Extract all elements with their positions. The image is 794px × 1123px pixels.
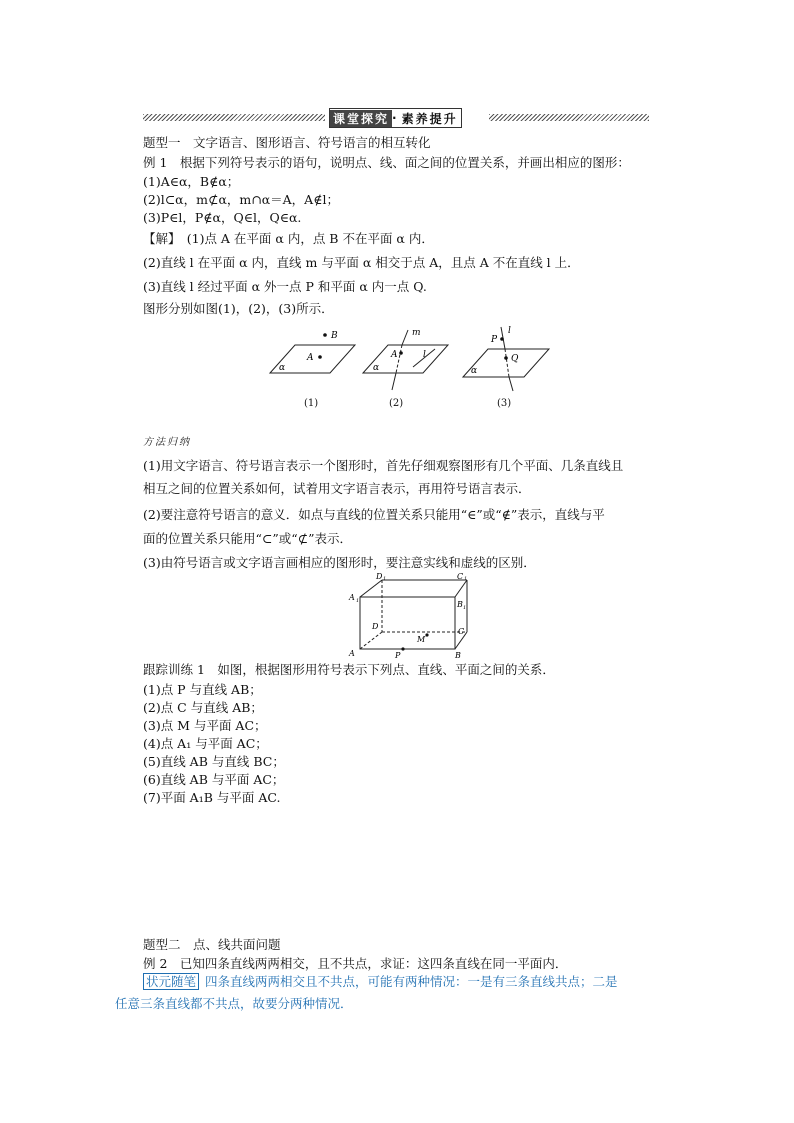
- question-3: (3)P∈l，P∉α，Q∈l，Q∈α.: [143, 210, 302, 225]
- banner-hatch-right: [489, 114, 649, 121]
- training-item-5: (5)直线 AB 与直线 BC；: [143, 754, 285, 769]
- svg-text:A: A: [391, 350, 398, 360]
- figure-1-label: (1): [304, 398, 319, 409]
- method-p1a: (1)用文字语言、符号语言表示一个图形时，首先仔细观察图形有几个平面、几条直线且: [143, 458, 624, 473]
- type1-title: 题型一 文字语言、图形语言、符号语言的相互转化: [143, 135, 431, 150]
- svg-text:D: D: [372, 622, 379, 631]
- example1-text: 例 1 根据下列符号表示的语句，说明点、线、面之间的位置关系，并画出相应的图形：: [143, 155, 630, 170]
- figure-3-label: (3): [497, 398, 512, 409]
- svg-text:1: 1: [463, 605, 467, 611]
- svg-text:l: l: [508, 326, 511, 336]
- svg-text:α: α: [373, 363, 380, 373]
- svg-text:α: α: [279, 363, 286, 373]
- solution-3: (3)直线 l 经过平面 α 外一点 P 和平面 α 内一点 Q.: [143, 279, 427, 294]
- method-heading: 方法归纳: [143, 437, 191, 448]
- banner-left-text: 课堂探究: [330, 110, 392, 127]
- figure-2-diagram: [363, 328, 448, 390]
- training-item-3: (3)点 M 与平面 AC；: [143, 718, 267, 733]
- svg-text:B: B: [455, 651, 461, 660]
- svg-text:P: P: [395, 651, 401, 660]
- svg-text:C: C: [458, 627, 465, 636]
- method-p2a: (2)要注意符号语言的意义．如点与直线的位置关系只能用“∈”或“∉”表示，直线与平: [143, 507, 605, 522]
- svg-text:1: 1: [356, 598, 360, 604]
- banner-dot: ·: [392, 111, 399, 125]
- training-item-4: (4)点 A₁ 与平面 AC；: [143, 736, 268, 751]
- method-p3: (3)由符号语言或文字语言画相应的图形时，要注意实线和虚线的区别．: [143, 555, 536, 570]
- training-item-2: (2)点 C 与直线 AB；: [143, 700, 263, 715]
- example2-text: 例 2 已知四条直线两两相交，且不共点，求证：这四条直线在同一平面内．: [143, 956, 568, 971]
- figure-1-diagram: [270, 331, 355, 373]
- section-banner: [143, 108, 649, 128]
- svg-text:1: 1: [464, 576, 468, 582]
- figure-2-label: (2): [389, 398, 404, 409]
- solution-2: (2)直线 l 在平面 α 内，直线 m 与平面 α 相交于点 A，且点 A 不在直线 l 上．: [143, 255, 580, 270]
- note-text-1: 四条直线两两相交且不共点，可能有两种情况：一是有三条直线共点；二是: [205, 974, 618, 989]
- cube-figure: [345, 572, 475, 660]
- training-item-7: (7)平面 A₁B 与平面 AC.: [143, 790, 281, 805]
- banner-box: [329, 108, 462, 128]
- solution-4: 图形分别如图(1)，(2)，(3)所示．: [143, 301, 334, 316]
- type2-note-line1: [143, 974, 618, 990]
- svg-text:l: l: [423, 350, 426, 360]
- svg-text:α: α: [471, 366, 478, 376]
- training-item-6: (6)直线 AB 与平面 AC；: [143, 772, 285, 787]
- figure-3-diagram: [463, 326, 549, 391]
- method-p2b: 面的位置关系只能用“⊂”或“⊄”表示．: [143, 531, 353, 546]
- type2-note-line2: 任意三条直线都不共点，故要分两种情况．: [115, 996, 353, 1011]
- method-p1b: 相互之间的位置关系如何，试着用文字语言表示，再用符号语言表示．: [143, 481, 531, 496]
- svg-text:D: D: [376, 572, 383, 581]
- svg-text:A: A: [349, 649, 355, 658]
- svg-text:C: C: [457, 572, 464, 581]
- training-item-1: (1)点 P 与直线 AB；: [143, 682, 262, 697]
- svg-text:1: 1: [383, 576, 387, 582]
- question-1: (1)A∈α，B∉α；: [143, 174, 240, 189]
- banner-hatch-left: [143, 114, 325, 121]
- svg-text:Q: Q: [511, 354, 519, 364]
- training-title: 跟踪训练 1 如图，根据图形用符号表示下列点、直线、平面之间的关系．: [143, 662, 555, 677]
- svg-text:M: M: [417, 635, 426, 644]
- svg-text:P: P: [491, 335, 498, 345]
- svg-text:B: B: [331, 331, 338, 341]
- type2-title: 题型二 点、线共面问题: [143, 937, 281, 952]
- note-tag: 状元随笔: [143, 973, 199, 990]
- svg-text:B: B: [457, 600, 463, 609]
- svg-text:A: A: [349, 593, 355, 602]
- question-2: (2)l⊂α，m⊄α，m∩α＝A，A∉l；: [143, 192, 339, 207]
- svg-text:A: A: [307, 353, 314, 363]
- svg-text:m: m: [412, 328, 421, 338]
- banner-right-text: 素养提升: [399, 110, 461, 127]
- solution-1: 【解】 (1)点 A 在平面 α 内，点 B 不在平面 α 内．: [143, 231, 434, 246]
